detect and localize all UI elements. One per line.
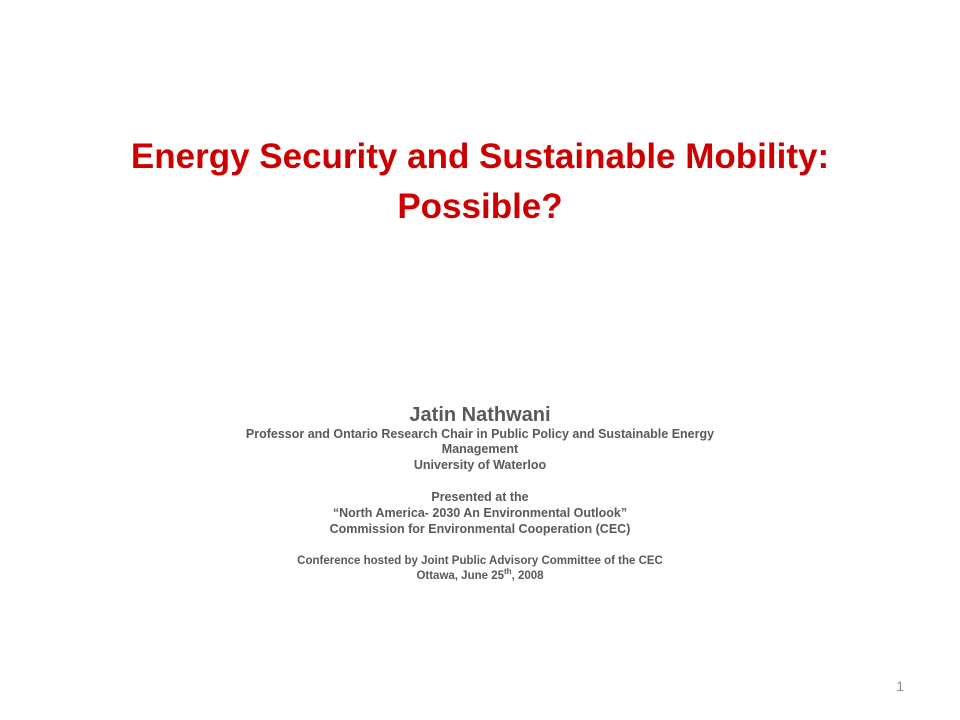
- position-line-1: Professor and Ontario Research Chair in Public Policy and Sustainable Energy: [245, 427, 715, 441]
- title-line-2: Possible?: [397, 187, 563, 226]
- slide-subtitle: [150, 402, 810, 584]
- commission-name: Commission for Environmental Cooperation (CEC): [329, 522, 631, 536]
- page-number: 1: [896, 678, 904, 694]
- hosted-by: Conference hosted by Joint Public Advisory Committee of the CEC: [297, 555, 663, 567]
- author-name: Jatin Nathwani: [409, 404, 551, 426]
- location-prefix: Ottawa, June 25: [416, 570, 504, 582]
- location-suffix: , 2008: [511, 570, 544, 582]
- presented-at: Presented at the: [431, 490, 529, 504]
- institution: University of Waterloo: [413, 458, 547, 472]
- conference-title: “North America- 2030 An Environmental Outlook”: [332, 506, 628, 520]
- slide-title: [60, 132, 900, 232]
- title-line-1: Energy Security and Sustainable Mobility:: [130, 137, 830, 176]
- date-superscript: th: [504, 567, 512, 577]
- location-date: [150, 569, 810, 584]
- position-line-2: Management: [441, 442, 519, 456]
